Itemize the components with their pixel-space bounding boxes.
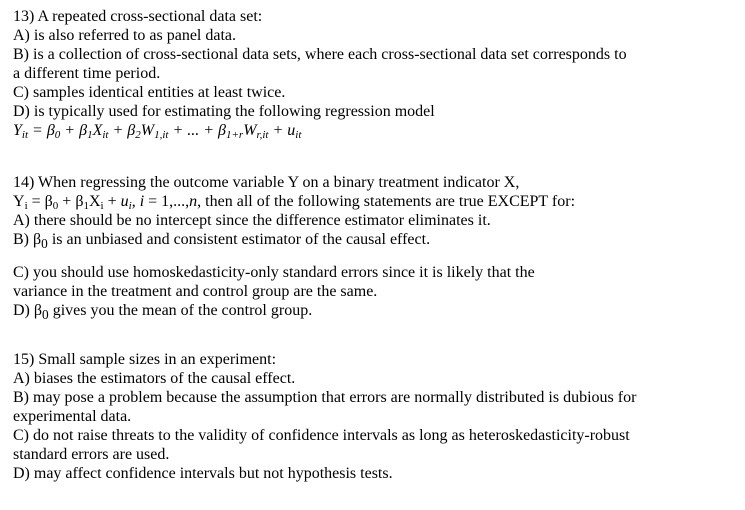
question-15-option-c-continued: standard errors are used.: [13, 446, 170, 463]
question-14-stem-continued: [13, 192, 733, 211]
question-15-option-d: D) may affect confidence intervals but not hypothesis tests.: [13, 465, 393, 482]
question-14-stem: 14) When regressing the outcome variable Y on a binary treatment indicator X,: [13, 174, 520, 191]
question-15-option-b-continued: experimental data.: [13, 408, 132, 425]
question-15-option-b: B) may pose a problem because the assumption that errors are normally distributed is dubious for: [13, 389, 637, 406]
question-15-option-a: A) biases the estimators of the causal effect.: [13, 370, 296, 387]
question-13-stem: 13) A repeated cross-sectional data set:: [13, 8, 263, 25]
question-14-option-a: A) there should be no intercept since the difference estimator eliminates it.: [13, 212, 491, 229]
question-13-option-a: A) is also referred to as panel data.: [13, 27, 237, 44]
question-13-option-d: D) is typically used for estimating the following regression model: [13, 103, 435, 120]
question-15-stem: 15) Small sample sizes in an experiment:: [13, 351, 277, 368]
question-14-option-b: B) $\beta_0$ is an unbiased and consistent estimator of the causal effect.: [13, 231, 431, 252]
question-14: [13, 173, 733, 324]
question-13-option-c: C) samples identical entities at least twice.: [13, 84, 286, 101]
binary-regression-equation: $Y_i = \beta_0 + \beta_1X_i + u_i$, i = 1,...,n,: [13, 193, 202, 212]
question-15-option-c: C) do not raise threats to the validity of confidence intervals as long as heteroskedasticity-robust: [13, 427, 630, 444]
question-14-option-d: D) $\beta_0$ gives you the mean of the control group.: [13, 302, 313, 323]
question-13-option-b: B) is a collection of cross-sectional data sets, where each cross-sectional data set corresponds to: [13, 46, 627, 63]
question-13: [13, 7, 733, 140]
question-14-option-c-continued: variance in the treatment and control group are the same.: [13, 283, 378, 301]
question-15: [13, 350, 733, 483]
question-14-option-c: C) you should use homoskedasticity-only standard errors since it is likely that the: [13, 264, 535, 282]
question-14-stem-rest: then all of the following statements are true EXCEPT for:: [205, 193, 576, 210]
question-13-option-b-continued: a different time period.: [13, 65, 161, 82]
regression-equation: $Y_{it} = \beta_0 + \beta_1X_{it} + \beta_2W_{1,it}$ + ... + $\beta_{1+r}W_{r,it} + u_{it}$: [13, 122, 302, 141]
